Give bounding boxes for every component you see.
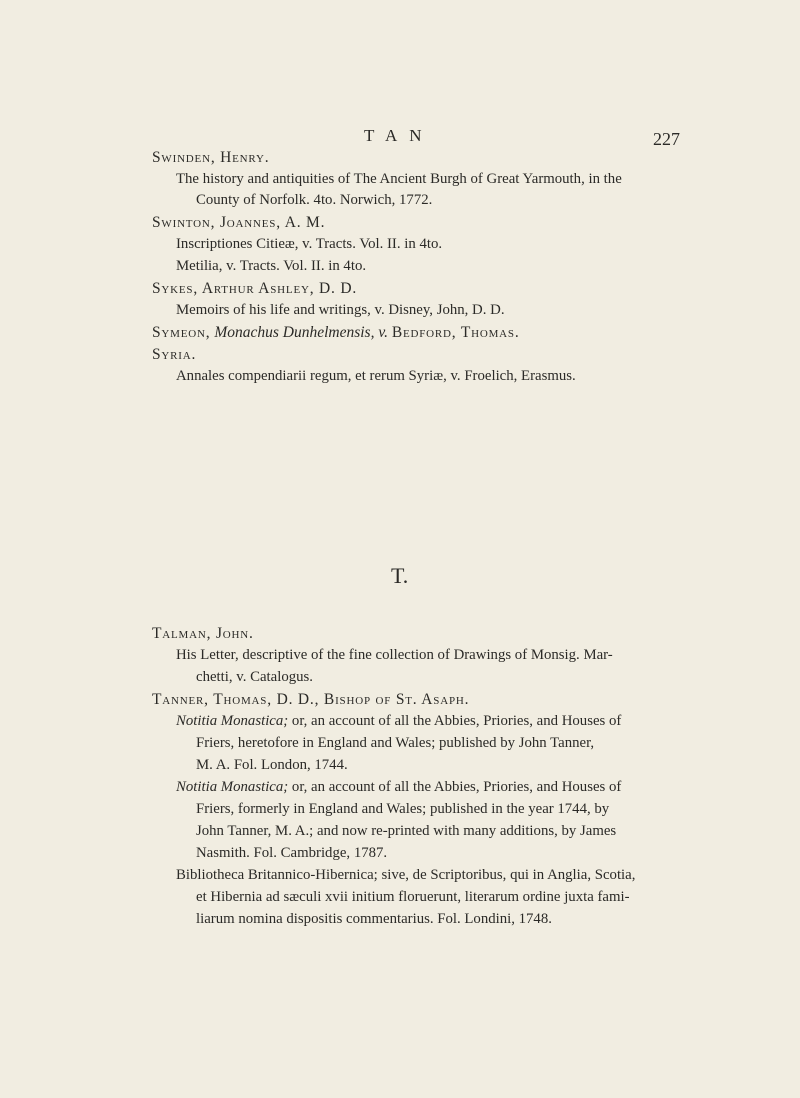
entry-line: The history and antiquities of The Ancient Burgh of Great Yarmouth, in the — [176, 171, 622, 187]
entry-line: Bibliotheca Britannico-Hibernica; sive, de Scriptoribus, qui in Anglia, Scotia, — [176, 867, 636, 883]
work-title: Notitia Monastica; — [176, 779, 289, 795]
heading-ref: Bedford, Thomas. — [391, 324, 520, 341]
entry-heading-swinton: Swinton, Joannes, A. M. — [152, 214, 326, 231]
heading-see: v. — [378, 324, 388, 341]
entry-line: Inscriptiones Citieæ, v. Tracts. Vol. II. in 4to. — [176, 236, 443, 252]
heading-title: Monachus Dunhelmensis, — [214, 324, 375, 341]
section-letter: T. — [391, 563, 409, 588]
heading-name: Symeon, — [152, 324, 211, 341]
entry-line: M. A. Fol. London, 1744. — [196, 757, 348, 773]
work-description: or, an account of all the Abbies, Priories, and Houses of — [291, 713, 622, 729]
entry-line: County of Norfolk. 4to. Norwich, 1772. — [196, 192, 433, 208]
entry-heading-sykes: Sykes, Arthur Ashley, D. D. — [152, 280, 358, 297]
entry-line: Annales compendiarii regum, et rerum Syriæ, v. Froelich, Erasmus. — [176, 368, 576, 384]
entry-line: Friers, heretofore in England and Wales; published by John Tanner, — [196, 735, 595, 751]
work-description: or, an account of all the Abbies, Priories, and Houses of — [291, 779, 622, 795]
entry-line: His Letter, descriptive of the fine collection of Drawings of Monsig. Mar- — [176, 647, 613, 663]
entry-line: chetti, v. Catalogus. — [196, 669, 313, 685]
entry-heading-talman: Talman, John. — [152, 625, 254, 642]
entry-line: Metilia, v. Tracts. Vol. II. in 4to. — [176, 258, 367, 274]
entry-line: et Hibernia ad sæculi xvii initium floruerunt, literarum ordine juxta fami- — [196, 889, 630, 905]
entry-line: Friers, formerly in England and Wales; published in the year 1744, by — [196, 801, 610, 817]
entry-heading-tanner: Tanner, Thomas, D. D., Bishop of St. Asaph. — [152, 691, 470, 708]
entry-line: Memoirs of his life and writings, v. Disney, John, D. D. — [176, 302, 505, 318]
entry-heading-syria: Syria. — [152, 346, 197, 363]
entry-line: liarum nomina dispositis commentarius. Fol. Londini, 1748. — [196, 911, 552, 927]
work-title: Notitia Monastica; — [176, 713, 289, 729]
entry-line — [176, 779, 621, 796]
running-head: TAN — [364, 126, 434, 145]
entry-line: John Tanner, M. A.; and now re-printed with many additions, by James — [196, 823, 617, 839]
entry-line: Nasmith. Fol. Cambridge, 1787. — [196, 845, 388, 861]
entry-heading-symeon — [152, 324, 520, 342]
entry-line — [176, 713, 621, 730]
entry-heading-swinden: Swinden, Henry. — [152, 149, 270, 166]
page-number: 227 — [653, 129, 680, 149]
